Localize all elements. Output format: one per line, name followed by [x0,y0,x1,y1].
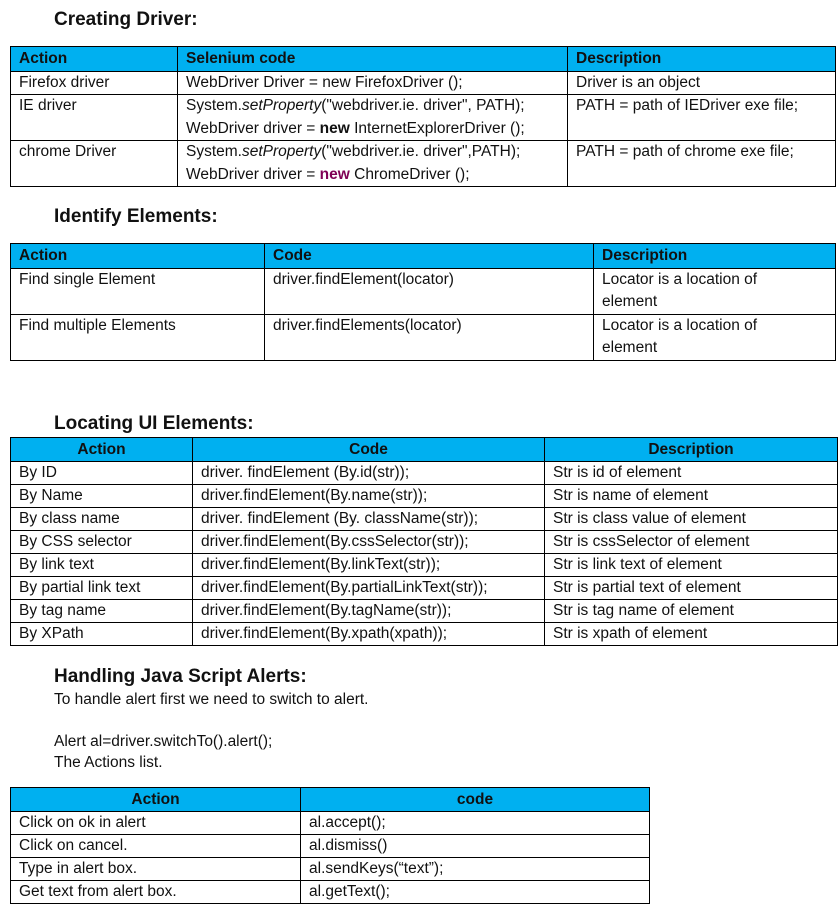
column-header: Action [11,244,265,269]
action-cell: Click on ok in alert [11,812,301,835]
description-cell: Str is class value of element [545,508,838,531]
table-row [11,71,836,95]
table-row [11,508,838,531]
action-cell: By partial link text [11,577,193,600]
code-text: ("webdriver.ie. driver",PATH); [321,143,521,160]
identify-elements-table [10,243,836,361]
table-row [11,835,650,858]
code-cell [178,141,568,187]
code-cell: driver.findElement(By.cssSelector(str)); [193,531,545,554]
table-row [11,554,838,577]
code-text: ("webdriver.ie. driver", PATH); [321,97,525,114]
table-row [11,268,836,314]
code-cell: driver.findElement(By.xpath(xpath)); [193,623,545,646]
code-method: setProperty [241,97,322,114]
column-header: Description [568,47,836,72]
action-cell: By tag name [11,600,193,623]
action-cell: IE driver [11,95,178,141]
table-row [11,600,838,623]
table-row [11,95,836,141]
action-cell: By XPath [11,623,193,646]
code-method: setProperty [241,143,322,160]
table-row [11,577,838,600]
action-cell: Type in alert box. [11,858,301,881]
code-cell: al.getText(); [301,881,650,904]
code-cell: driver.findElement(By.partialLinkText(str)); [193,577,545,600]
alerts-intro-text: To handle alert first we need to switch to alert. [54,691,369,708]
code-cell: driver.findElement(locator) [265,268,594,314]
action-cell: chrome Driver [11,141,178,187]
description-line: element [602,339,658,356]
action-cell: By ID [11,462,193,485]
description-cell: Str is cssSelector of element [545,531,838,554]
description-cell [594,268,836,314]
table-header-row [11,438,838,462]
column-header: Code [193,438,545,462]
code-text: System. [186,143,242,160]
table-header-row [11,788,650,812]
action-cell: Find multiple Elements [11,314,265,360]
action-cell: By class name [11,508,193,531]
table-row [11,881,650,904]
description-line: Locator is a location of [602,316,758,334]
table-row [11,858,650,881]
description-cell: PATH = path of chrome exe file; [568,141,836,187]
column-header: Action [11,788,301,812]
description-cell: Str is name of element [545,485,838,508]
code-keyword: new [319,119,350,137]
column-header: Selenium code [178,47,568,72]
column-header: code [301,788,650,812]
alert-code-text: Alert al=driver.switchTo().alert(); [54,733,273,750]
code-cell: al.accept(); [301,812,650,835]
creating-driver-heading: Creating Driver: [54,9,198,30]
code-cell: al.dismiss() [301,835,650,858]
code-cell: driver.findElement(By.name(str)); [193,485,545,508]
code-cell: WebDriver Driver = new FirefoxDriver (); [178,71,568,95]
action-cell: Get text from alert box. [11,881,301,904]
locating-ui-elements-table [10,437,838,646]
table-header-row [11,244,836,269]
description-cell [594,314,836,360]
description-line: element [602,293,658,310]
description-cell: Str is link text of element [545,554,838,577]
code-cell [178,95,568,141]
column-header: Description [594,244,836,269]
alert-actions-table [10,787,650,904]
code-keyword: new [319,165,350,183]
description-cell: Str is xpath of element [545,623,838,646]
creating-driver-table [10,46,836,187]
code-text: WebDriver driver = [186,165,320,183]
description-cell: PATH = path of IEDriver exe file; [568,95,836,141]
description-line: Locator is a location of [602,270,758,288]
code-text: InternetExplorerDriver (); [349,119,525,137]
description-cell: Str is id of element [545,462,838,485]
column-header: Description [545,438,838,462]
locating-ui-elements-heading: Locating UI Elements: [54,413,254,434]
column-header: Action [11,438,193,462]
column-header: Code [265,244,594,269]
code-cell: driver.findElements(locator) [265,314,594,360]
column-header: Action [11,47,178,72]
table-row [11,623,838,646]
table-row [11,314,836,360]
action-cell: Click on cancel. [11,835,301,858]
table-row [11,485,838,508]
action-cell: By link text [11,554,193,577]
actions-list-label: The Actions list. [54,754,163,771]
code-text: ChromeDriver (); [349,165,470,183]
action-cell: Firefox driver [11,71,178,95]
description-cell: Str is tag name of element [545,600,838,623]
identify-elements-heading: Identify Elements: [54,206,218,227]
table-row [11,812,650,835]
code-text: WebDriver driver = [186,119,320,137]
description-cell: Str is partial text of element [545,577,838,600]
code-cell: al.sendKeys(“text”); [301,858,650,881]
code-cell: driver. findElement (By. className(str)); [193,508,545,531]
table-row [11,531,838,554]
code-cell: driver. findElement (By.id(str)); [193,462,545,485]
table-row [11,141,836,187]
code-cell: driver.findElement(By.linkText(str)); [193,554,545,577]
handling-alerts-heading: Handling Java Script Alerts: [54,666,307,687]
description-cell: Driver is an object [568,71,836,95]
table-header-row [11,47,836,72]
action-cell: Find single Element [11,268,265,314]
action-cell: By CSS selector [11,531,193,554]
code-text: System. [186,97,242,114]
table-row [11,462,838,485]
code-cell: driver.findElement(By.tagName(str)); [193,600,545,623]
action-cell: By Name [11,485,193,508]
